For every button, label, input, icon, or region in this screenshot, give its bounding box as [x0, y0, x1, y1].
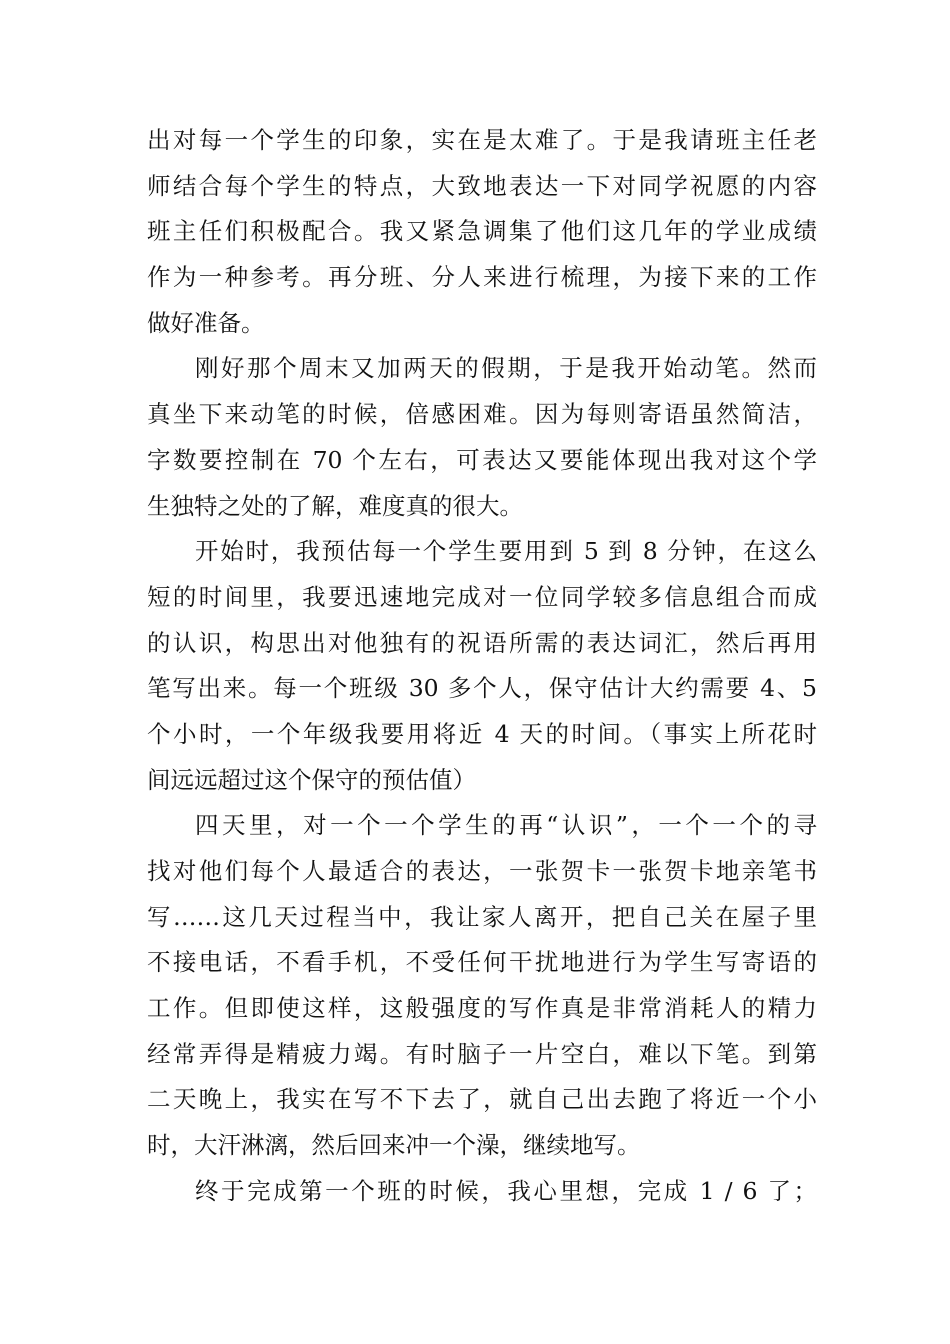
text-line: 时，大汗淋漓，然后回来冲一个澡，继续地写。 [147, 1131, 641, 1160]
text-line: 不接电话，不看手机，不受任何干扰地进行为学生写寄语的 [147, 948, 817, 977]
text-line: 工作。但即使这样，这般强度的写作真是非常消耗人的精力 [147, 994, 817, 1023]
text-line: 作为一种参考。再分班、分人来进行梳理，为接下来的工作 [147, 263, 817, 292]
text-line: 真坐下来动笔的时候，倍感困难。因为每则寄语虽然简洁， [147, 400, 817, 429]
text-line: 字数要控制在 70 个左右，可表达又要能体现出我对这个学 [147, 445, 817, 474]
text-line: 写……这几天过程当中，我让家人离开，把自己关在屋子里 [147, 902, 817, 931]
text-line: 师结合每个学生的特点，大致地表达一下对同学祝愿的内容 [147, 171, 817, 200]
text-line: 经常弄得是精疲力竭。有时脑子一片空白，难以下笔。到第 [147, 1039, 817, 1068]
paragraph-first-line: 终于完成第一个班的时候，我心里想，完成 1 / 6 了； [195, 1176, 817, 1205]
text-line: 短的时间里，我要迅速地完成对一位同学较多信息组合而成 [147, 582, 817, 611]
paragraph-first-line: 四天里，对一个一个学生的再“认识”，一个一个的寻 [195, 811, 817, 840]
text-line: 班主任们积极配合。我又紧急调集了他们这几年的学业成绩 [147, 217, 817, 246]
text-line: 做好准备。 [147, 308, 265, 337]
text-line: 间远远超过这个保守的预估值） [147, 765, 476, 794]
text-line: 生独特之处的了解，难度真的很大。 [147, 491, 523, 520]
text-line: 个小时，一个年级我要用将近 4 天的时间。（事实上所花时 [147, 719, 817, 748]
paragraph-first-line: 开始时，我预估每一个学生要用到 5 到 8 分钟，在这么 [195, 537, 817, 566]
paragraph-first-line: 刚好那个周末又加两天的假期，于是我开始动笔。然而 [195, 354, 817, 383]
text-line: 出对每一个学生的印象，实在是太难了。于是我请班主任老 [147, 126, 817, 154]
text-line: 二天晚上，我实在写不下去了，就自己出去跑了将近一个小 [147, 1085, 817, 1114]
text-line: 找对他们每个人最适合的表达，一张贺卡一张贺卡地亲笔书 [147, 857, 817, 885]
document-body [147, 118, 817, 1215]
text-line: 笔写出来。每一个班级 30 多个人，保守估计大约需要 4、5 [147, 674, 817, 703]
text-line: 的认识，构思出对他独有的祝语所需的表达词汇，然后再用 [147, 628, 817, 657]
